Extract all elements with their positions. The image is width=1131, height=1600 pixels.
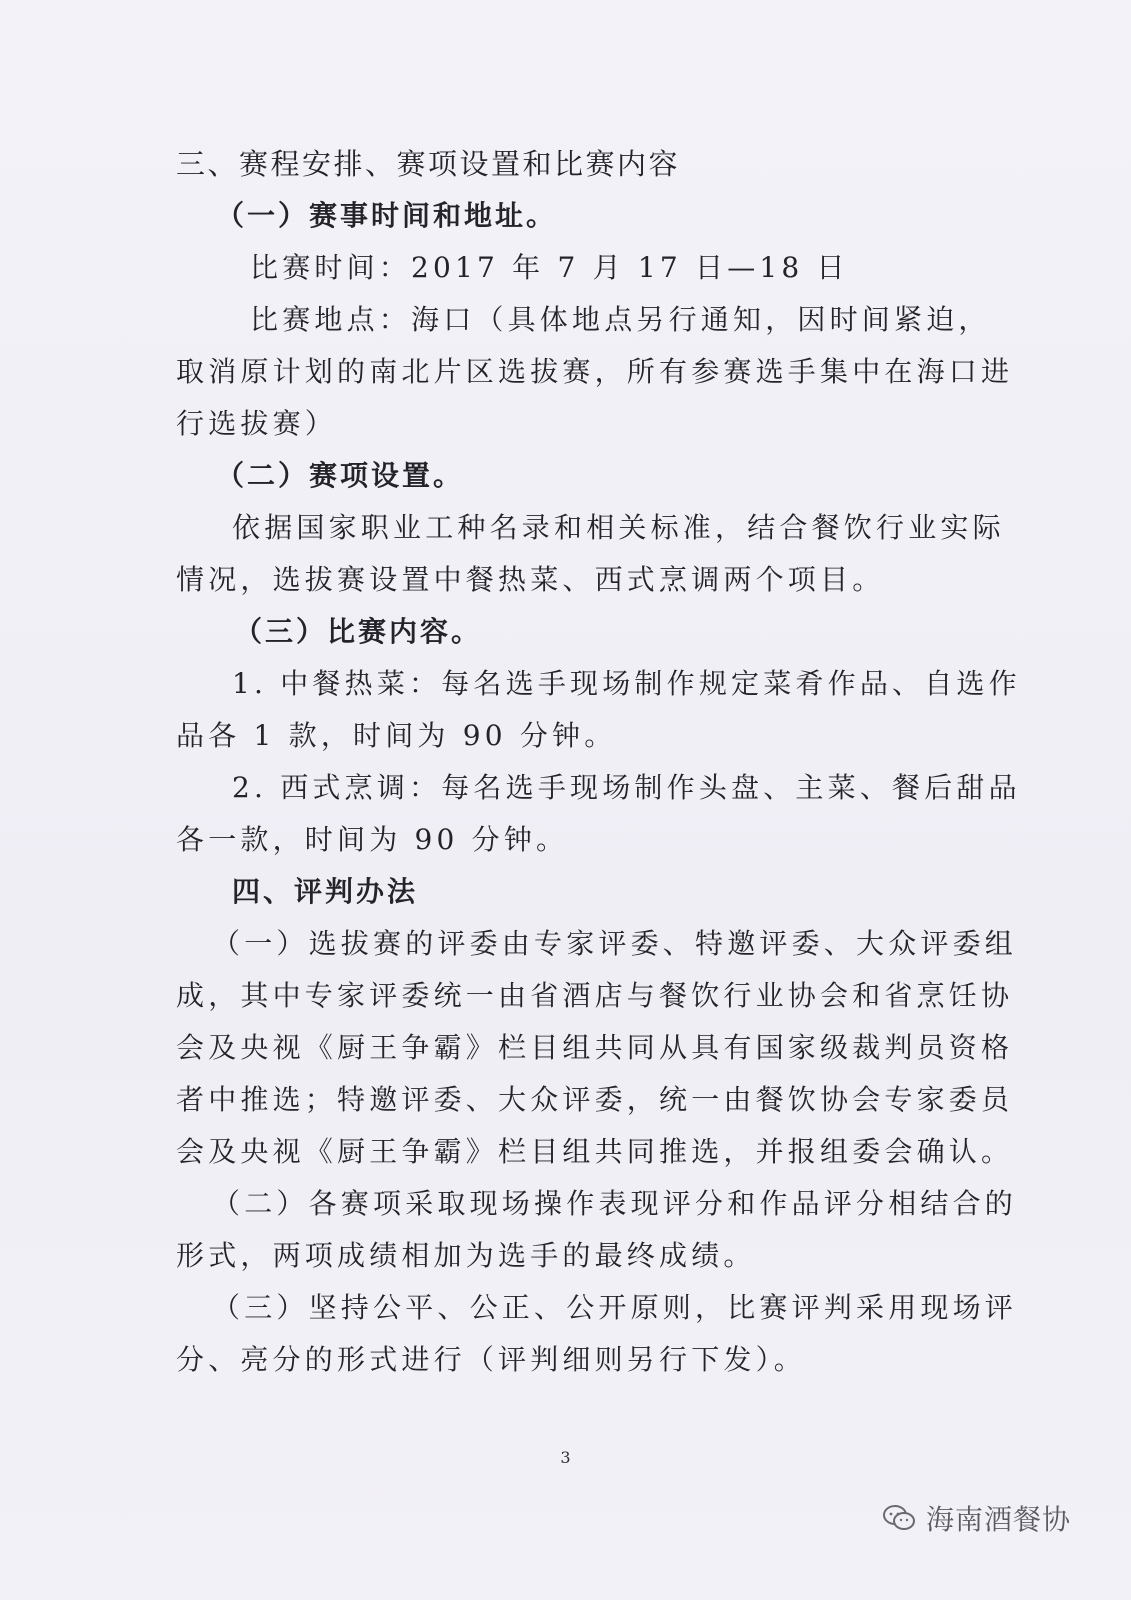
source-watermark: [882, 1498, 1071, 1538]
paragraph-line: 形式，两项成绩相加为选手的最终成绩。: [176, 1239, 756, 1272]
competition-time: 比赛时间：2017 年 7 月 17 日—18 日: [250, 251, 849, 284]
paragraph-line: 成，其中专家评委统一由省酒店与餐饮行业协会和省烹饪协: [176, 979, 1014, 1012]
list-item-chinese-hot-dishes: 1. 中餐热菜：每名选手现场制作规定菜肴作品、自选作: [232, 667, 1021, 700]
document-body: [176, 138, 1021, 1386]
judging-clause-2: （二）各赛项采取现场操作表现评分和作品评分相结合的: [212, 1187, 1018, 1220]
subheading-content: （三）比赛内容。: [234, 615, 483, 648]
wechat-icon: [882, 1504, 916, 1532]
judging-clause-3: （三）坚持公平、公正、公开原则，比赛评判采用现场评: [212, 1291, 1018, 1324]
watermark-text: 海南酒餐协: [925, 1503, 1071, 1536]
section-heading-schedule: 三、赛程安排、赛项设置和比赛内容: [176, 147, 681, 181]
paragraph-line: 分、亮分的形式进行（评判细则另行下发）。: [176, 1343, 807, 1376]
paragraph-line: 情况，选拔赛设置中餐热菜、西式烹调两个项目。: [176, 563, 885, 596]
list-item-western-cooking: 2. 西式烹调：每名选手现场制作头盘、主菜、餐后甜品: [232, 771, 1021, 804]
paragraph-line: 者中推选；特邀评委、大众评委，统一由餐饮协会专家委员: [176, 1083, 1014, 1116]
competition-location: 比赛地点：海口（具体地点另行通知，因时间紧迫，: [250, 303, 991, 336]
paragraph-line: 会及央视《厨王争霸》栏目组共同推选，并报组委会确认。: [176, 1135, 1014, 1168]
paragraph-line: 会及央视《厨王争霸》栏目组共同从具有国家级裁判员资格: [176, 1031, 1014, 1064]
paragraph-line: 各一款，时间为 90 分钟。: [176, 823, 569, 856]
judging-clause-1: （一）选拔赛的评委由专家评委、特邀评委、大众评委组: [212, 927, 1018, 960]
paragraph-line: 依据国家职业工种名录和相关标准，结合餐饮行业实际: [232, 511, 1005, 544]
section-heading-judging: 四、评判办法: [232, 875, 419, 908]
paragraph-line: 取消原计划的南北片区选拔赛，所有参赛选手集中在海口进: [176, 355, 1014, 388]
paragraph-line: 品各 1 款，时间为 90 分钟。: [176, 719, 617, 752]
page-number: 3: [560, 1448, 571, 1467]
subheading-events: （二）赛项设置。: [216, 459, 465, 492]
subheading-time-location: （一）赛事时间和地址。: [216, 199, 558, 232]
paragraph-line: 行选拔赛）: [176, 407, 338, 440]
